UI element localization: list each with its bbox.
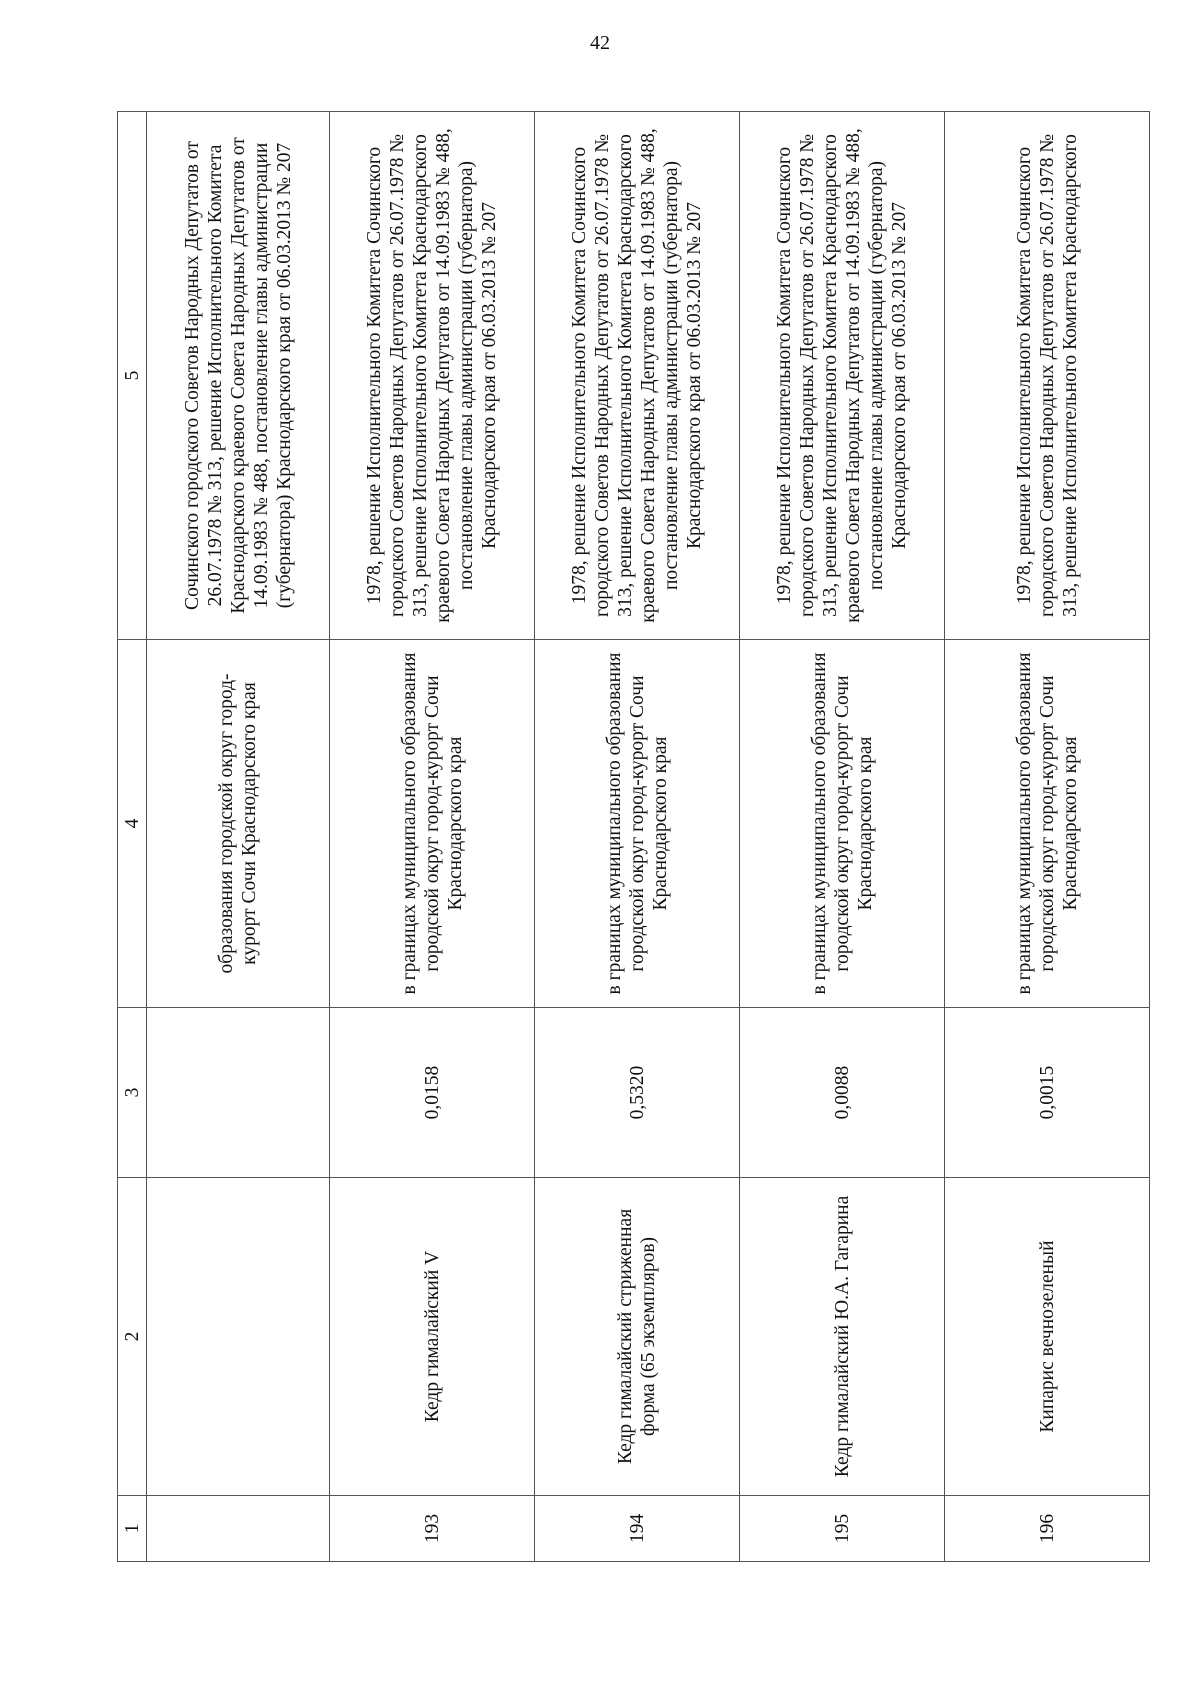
- cell-num: 193: [330, 1496, 535, 1562]
- natural-monuments-table: [117, 111, 1150, 1562]
- cell-documents: 1978, решение Исполнительного Комитета Сочинского городского Советов Народных Депутатов от 26.07.1978 № 313, решение Исполнительного Комитета Краснодарского краевого Совета Народных Депутатов от 14.09.1983 № 488, постановление главы администрации (губернатора) Краснодарского края от 06.03.2013 № 207: [330, 112, 535, 640]
- table-row: [330, 112, 535, 1562]
- cell-location: образования городской округ город-курорт Сочи Краснодарского края: [147, 640, 330, 1008]
- rotated-table-container: [117, 112, 1115, 1562]
- cell-documents: 1978, решение Исполнительного Комитета Сочинского городского Советов Народных Депутатов от 26.07.1978 № 313, решение Исполнительного Комитета Краснодарского краевого Совета Народных Депутатов от 14.09.1983 № 488, постановление главы администрации (губернатора) Краснодарского края от 06.03.2013 № 207: [740, 112, 945, 640]
- column-number-4: 4: [118, 640, 147, 1008]
- column-number-1: 1: [118, 1496, 147, 1562]
- cell-name: Кипарис вечнозеленый: [945, 1178, 1150, 1496]
- page-number: 42: [590, 32, 610, 54]
- cell-area: 0,5320: [535, 1008, 740, 1178]
- cell-name: [147, 1178, 330, 1496]
- cell-num: [147, 1496, 330, 1562]
- cell-documents: Сочинского городского Советов Народных Депутатов от 26.07.1978 № 313, решение Исполнительного Комитета Краснодарского краевого Совета Народных Депутатов от 14.09.1983 № 488, постановление главы администрации (губернатора) Краснодарского края от 06.03.2013 № 207: [147, 112, 330, 640]
- cell-name: Кедр гималайский стриженная форма (65 экземпляров): [535, 1178, 740, 1496]
- cell-location: в границах муниципального образования городской округ город-курорт Сочи Краснодарского края: [740, 640, 945, 1008]
- cell-area: [147, 1008, 330, 1178]
- column-number-2: 2: [118, 1178, 147, 1496]
- cell-documents: 1978, решение Исполнительного Комитета Сочинского городского Советов Народных Депутатов от 26.07.1978 № 313, решение Исполнительного Комитета Краснодарского: [945, 112, 1150, 640]
- table-row: [945, 112, 1150, 1562]
- column-number-5: 5: [118, 112, 147, 640]
- continuation-row: [147, 112, 330, 1562]
- cell-area: 0,0158: [330, 1008, 535, 1178]
- cell-location: в границах муниципального образования городской округ город-курорт Сочи Краснодарского края: [330, 640, 535, 1008]
- cell-area: 0,0088: [740, 1008, 945, 1178]
- cell-name: Кедр гималайский Ю.А. Гагарина: [740, 1178, 945, 1496]
- column-number-3: 3: [118, 1008, 147, 1178]
- cell-documents: 1978, решение Исполнительного Комитета Сочинского городского Советов Народных Депутатов от 26.07.1978 № 313, решение Исполнительного Комитета Краснодарского краевого Совета Народных Депутатов от 14.09.1983 № 488, постановление главы администрации (губернатора) Краснодарского края от 06.03.2013 № 207: [535, 112, 740, 640]
- cell-location: в границах муниципального образования городской округ город-курорт Сочи Краснодарского края: [945, 640, 1150, 1008]
- cell-num: 196: [945, 1496, 1150, 1562]
- column-number-row: [118, 112, 147, 1562]
- cell-num: 195: [740, 1496, 945, 1562]
- cell-num: 194: [535, 1496, 740, 1562]
- table-row: [740, 112, 945, 1562]
- cell-area: 0,0015: [945, 1008, 1150, 1178]
- cell-location: в границах муниципального образования городской округ город-курорт Сочи Краснодарского края: [535, 640, 740, 1008]
- table-row: [535, 112, 740, 1562]
- cell-name: Кедр гималайский V: [330, 1178, 535, 1496]
